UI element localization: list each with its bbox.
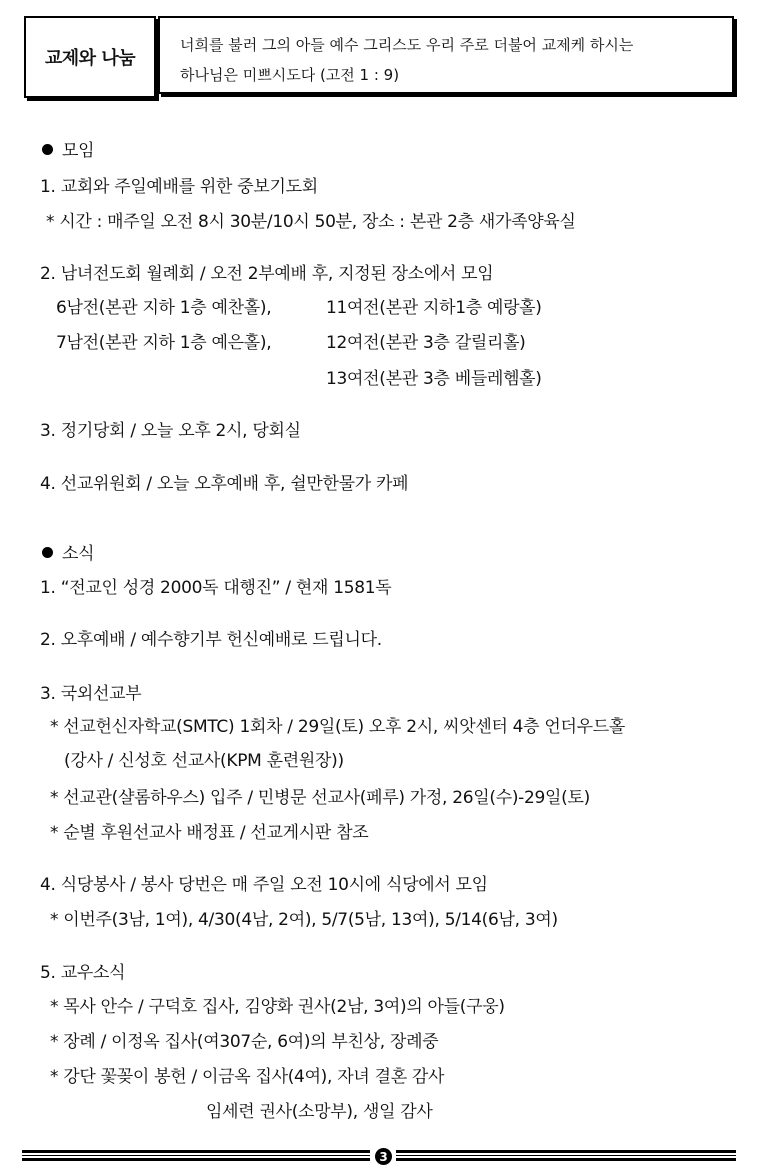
meeting-item-2-row2-right: 12여전(본관 3층 갈릴리홀) bbox=[326, 333, 526, 353]
meeting-item-4: 4. 선교위원회 / 오늘 오후예배 후, 쉴만한물가 카페 bbox=[40, 474, 409, 494]
footer-rule-right bbox=[396, 1148, 736, 1164]
meetings-heading bbox=[42, 136, 94, 161]
bullet-icon bbox=[42, 547, 53, 558]
meetings-heading-text: 모임 bbox=[62, 141, 95, 161]
news-item-3-detail-3: * 순별 후원선교사 배정표 / 선교게시판 참조 bbox=[50, 823, 369, 843]
news-item-5: 5. 교우소식 bbox=[40, 963, 126, 983]
meeting-item-1: 1. 교회와 주일예배를 위한 중보기도회 bbox=[40, 177, 318, 197]
meeting-item-2-row3-right: 13여전(본관 3층 베들레헴홀) bbox=[326, 369, 542, 389]
verse-line-2: 하나님은 미쁘시도다 (고전 1 : 9) bbox=[180, 66, 400, 84]
news-item-3-detail-1: * 선교헌신자학교(SMTC) 1회차 / 29일(토) 오후 2시, 씨앗센터 4층 언더우드홀 bbox=[50, 717, 626, 737]
meeting-item-2-row2-left: 7남전(본관 지하 1층 예은홀), bbox=[56, 333, 272, 353]
footer-rule-left bbox=[22, 1148, 370, 1164]
meeting-item-2-row1-right: 11여전(본관 지하1층 예랑홀) bbox=[326, 298, 542, 318]
news-item-5-detail-2: * 장례 / 이정옥 집사(여307순, 6여)의 부친상, 장례중 bbox=[50, 1032, 439, 1052]
news-item-4: 4. 식당봉사 / 봉사 당번은 매 주일 오전 10시에 식당에서 모임 bbox=[40, 875, 488, 895]
meeting-item-3: 3. 정기당회 / 오늘 오후 2시, 당회실 bbox=[40, 421, 301, 441]
news-heading-text: 소식 bbox=[62, 544, 95, 564]
news-item-3-detail-2: * 선교관(샬롬하우스) 입주 / 민병문 선교사(페루) 가정, 26일(수)-29일(토) bbox=[50, 788, 590, 808]
news-item-2: 2. 오후예배 / 예수향기부 헌신예배로 드립니다. bbox=[40, 630, 382, 650]
news-heading bbox=[42, 539, 94, 564]
verse-line-1: 너희를 불러 그의 아들 예수 그리스도 우리 주로 더불어 교제케 하시는 bbox=[180, 36, 634, 54]
scripture-verse bbox=[158, 16, 734, 94]
section-title: 교제와 나눔 bbox=[24, 16, 156, 98]
news-item-3: 3. 국외선교부 bbox=[40, 684, 142, 704]
meeting-item-1-detail: * 시간 : 매주일 오전 8시 30분/10시 50분, 장소 : 본관 2층 새가족양육실 bbox=[46, 212, 576, 232]
meeting-item-2: 2. 남녀전도회 월례회 / 오전 2부예배 후, 지정된 장소에서 모임 bbox=[40, 264, 494, 284]
news-item-3-detail-1b: (강사 / 신성호 선교사(KPM 훈련원장)) bbox=[64, 751, 344, 771]
bullet-icon bbox=[42, 144, 53, 155]
meeting-item-2-row1-left: 6남전(본관 지하 1층 예찬홀), bbox=[56, 298, 272, 318]
news-item-5-detail-3b: 임세련 권사(소망부), 생일 감사 bbox=[206, 1102, 433, 1122]
news-item-5-detail-1: * 목사 안수 / 구덕호 집사, 김양화 권사(2남, 3여)의 아들(구웅) bbox=[50, 997, 505, 1017]
news-item-5-detail-3: * 강단 꽃꽂이 봉헌 / 이금옥 집사(4여), 자녀 결혼 감사 bbox=[50, 1067, 445, 1087]
page-number: 3 bbox=[375, 1148, 392, 1165]
news-item-4-detail: * 이번주(3남, 1여), 4/30(4남, 2여), 5/7(5남, 13여), 5/14(6남, 3여) bbox=[50, 910, 558, 930]
news-item-1: 1. “전교인 성경 2000독 대행진” / 현재 1581독 bbox=[40, 578, 392, 598]
